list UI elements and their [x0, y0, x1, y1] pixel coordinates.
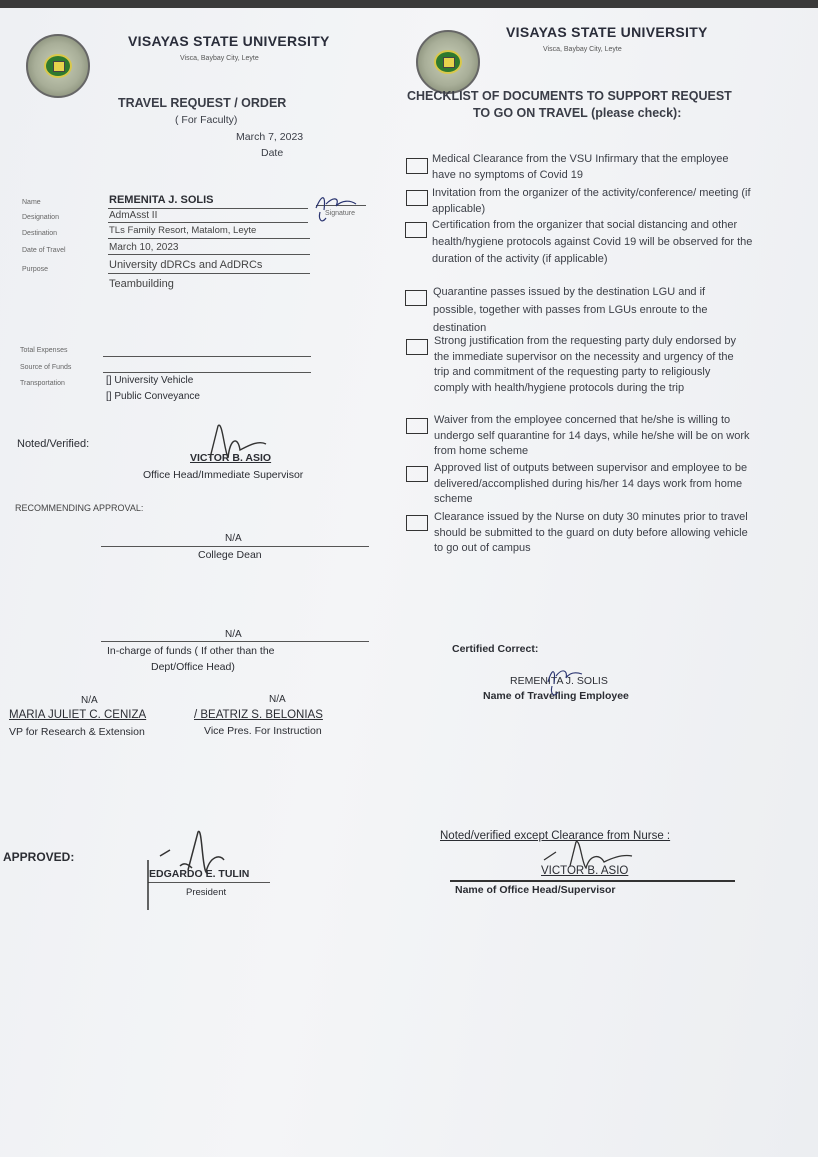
- university-seal-right: [416, 30, 480, 94]
- dean-title: College Dean: [198, 549, 262, 561]
- field-label-name: Name: [22, 199, 41, 206]
- total-expenses-line: [103, 356, 311, 357]
- signature-mark-tulin: [140, 826, 240, 916]
- incharge-na: N/A: [225, 629, 242, 640]
- checklist-item-certification: Certification from the organizer that social distancing and other health/hygiene protocols against Covid 19 will be observed for the duration of the activity (if applicable): [432, 219, 753, 265]
- vp-research-title: VP for Research & Extension: [9, 726, 145, 738]
- checklist-item-waiver: Waiver from the employee concerned that he/she is willing to undergo self quarantine for 14 days, while he/she will be on work from home scheme: [434, 414, 750, 457]
- noted-verified-label: Noted/Verified:: [17, 438, 90, 450]
- vp-instruction-title: Vice Pres. For Instruction: [204, 725, 322, 737]
- field-value-date-of-travel: March 10, 2023: [109, 242, 179, 253]
- noted-title: Office Head/Immediate Supervisor: [143, 469, 304, 481]
- field-value-designation: AdmAsst II: [109, 210, 158, 221]
- vp-research-na: N/A: [81, 695, 98, 706]
- field-value-purpose: University dDRCs and AdDRCs: [109, 259, 263, 271]
- date-label: Date: [261, 147, 284, 159]
- checkbox-certification[interactable]: [405, 222, 427, 238]
- recommending-approval-label: RECOMMENDING APPROVAL:: [15, 503, 144, 513]
- purpose-continuation: Teambuilding: [109, 278, 174, 290]
- checklist-title-line2: TO GO ON TRAVEL (please check):: [473, 106, 682, 120]
- checklist-item-nurse-clearance: Clearance issued by the Nurse on duty 30 minutes prior to travel should be submitted to the guard on duty before allowing vehicle to go out of campus: [434, 511, 748, 554]
- university-name-left: VISAYAS STATE UNIVERSITY: [128, 33, 330, 49]
- transportation-label: Transportation: [20, 380, 65, 387]
- transport-option-public: [] Public Conveyance: [106, 391, 200, 402]
- field-label-designation: Designation: [22, 214, 59, 221]
- president-name: EDGARDO E. TULIN: [149, 868, 250, 880]
- checklist-title-line1: CHECKLIST OF DOCUMENTS TO SUPPORT REQUEST: [407, 89, 732, 103]
- date-value: March 7, 2023: [236, 131, 304, 143]
- checkbox-medical-clearance[interactable]: [406, 158, 428, 174]
- university-seal: [26, 34, 90, 98]
- field-line: [108, 273, 310, 274]
- checklist-item-invitation: Invitation from the organizer of the activity/conference/ meeting (if applicable): [432, 187, 751, 215]
- travelling-employee-name: REMENITA J. SOLIS: [510, 675, 608, 687]
- approved-label: APPROVED:: [3, 850, 75, 864]
- university-address-right: Visca, Baybay City, Leyte: [543, 46, 622, 53]
- office-head-signature-line: [450, 880, 735, 882]
- total-expenses-label: Total Expenses: [20, 347, 68, 354]
- vp-instruction-na: N/A: [269, 694, 286, 705]
- form-subtitle: ( For Faculty): [175, 114, 238, 126]
- incharge-title-line2: Dept/Office Head): [151, 661, 235, 673]
- field-line: [108, 222, 308, 223]
- president-title: President: [186, 887, 227, 898]
- source-of-funds-label: Source of Funds: [20, 364, 72, 371]
- checklist-item-quarantine-passes: Quarantine passes issued by the destination LGU and if possible, together with passes from LGUs enroute to the destination: [433, 286, 708, 334]
- signature-mark-asio-noted: [540, 838, 640, 878]
- field-line: [108, 254, 310, 255]
- university-address-left: Visca, Baybay City, Leyte: [180, 55, 259, 62]
- field-line: [108, 208, 308, 209]
- incharge-title-line1: In-charge of funds ( If other than the: [107, 645, 275, 657]
- checkbox-waiver[interactable]: [406, 418, 428, 434]
- noted-name: VICTOR B. ASIO: [190, 452, 272, 464]
- field-value-name: REMENITA J. SOLIS: [109, 194, 214, 206]
- office-head-title: Name of Office Head/Supervisor: [455, 884, 616, 896]
- photo-top-edge: [0, 0, 818, 8]
- checkbox-strong-justification[interactable]: [406, 339, 428, 355]
- travelling-employee-title: Name of Travelling Employee: [483, 690, 629, 702]
- signature-mark-solis-certified: [540, 660, 590, 700]
- signature-mark-asio: [200, 418, 280, 462]
- field-label-purpose: Purpose: [22, 266, 49, 273]
- checklist-item-approved-outputs: Approved list of outputs between supervisor and employee to be delivered/accomplished during his/her 14 days work from home scheme: [434, 462, 748, 505]
- transport-option-university: [] University Vehicle: [106, 375, 194, 386]
- field-label-date-of-travel: Date of Travel: [22, 247, 66, 254]
- signature-label: Signature: [325, 210, 355, 217]
- dean-signature-line: [101, 546, 369, 547]
- checkbox-approved-outputs[interactable]: [406, 466, 428, 482]
- checkbox-nurse-clearance[interactable]: [406, 515, 428, 531]
- field-value-destination: TLs Family Resort, Matalom, Leyte: [109, 225, 257, 236]
- checklist-item-strong-justification: Strong justification from the requesting party duly endorsed by the immediate supervisor on the necessity and urgency of the trip and commitment of the requesting party to religiously comply with health/hygiene protocols during the trip: [434, 335, 737, 394]
- checkbox-quarantine-passes[interactable]: [405, 290, 427, 306]
- field-label-destination: Destination: [22, 230, 58, 237]
- checklist-item-medical-clearance: Medical Clearance from the VSU Infirmary that the employee have no symptoms of Covid 19: [432, 153, 729, 181]
- certified-correct-label: Certified Correct:: [452, 643, 539, 655]
- form-title: TRAVEL REQUEST / ORDER: [118, 96, 287, 110]
- checkbox-invitation[interactable]: [406, 190, 428, 206]
- noted-except-label: Noted/verified except Clearance from Nurse :: [440, 830, 671, 842]
- field-line: [108, 238, 310, 239]
- incharge-signature-line: [101, 641, 369, 642]
- vp-instruction-name: / BEATRIZ S. BELONIAS: [194, 709, 323, 721]
- vp-research-name: MARIA JULIET C. CENIZA: [9, 709, 147, 721]
- office-head-name: VICTOR B. ASIO: [541, 865, 629, 877]
- signature-mark-solis: [312, 190, 372, 230]
- source-of-funds-line: [103, 372, 311, 373]
- dean-na: N/A: [225, 533, 242, 544]
- university-name-right: VISAYAS STATE UNIVERSITY: [506, 24, 708, 40]
